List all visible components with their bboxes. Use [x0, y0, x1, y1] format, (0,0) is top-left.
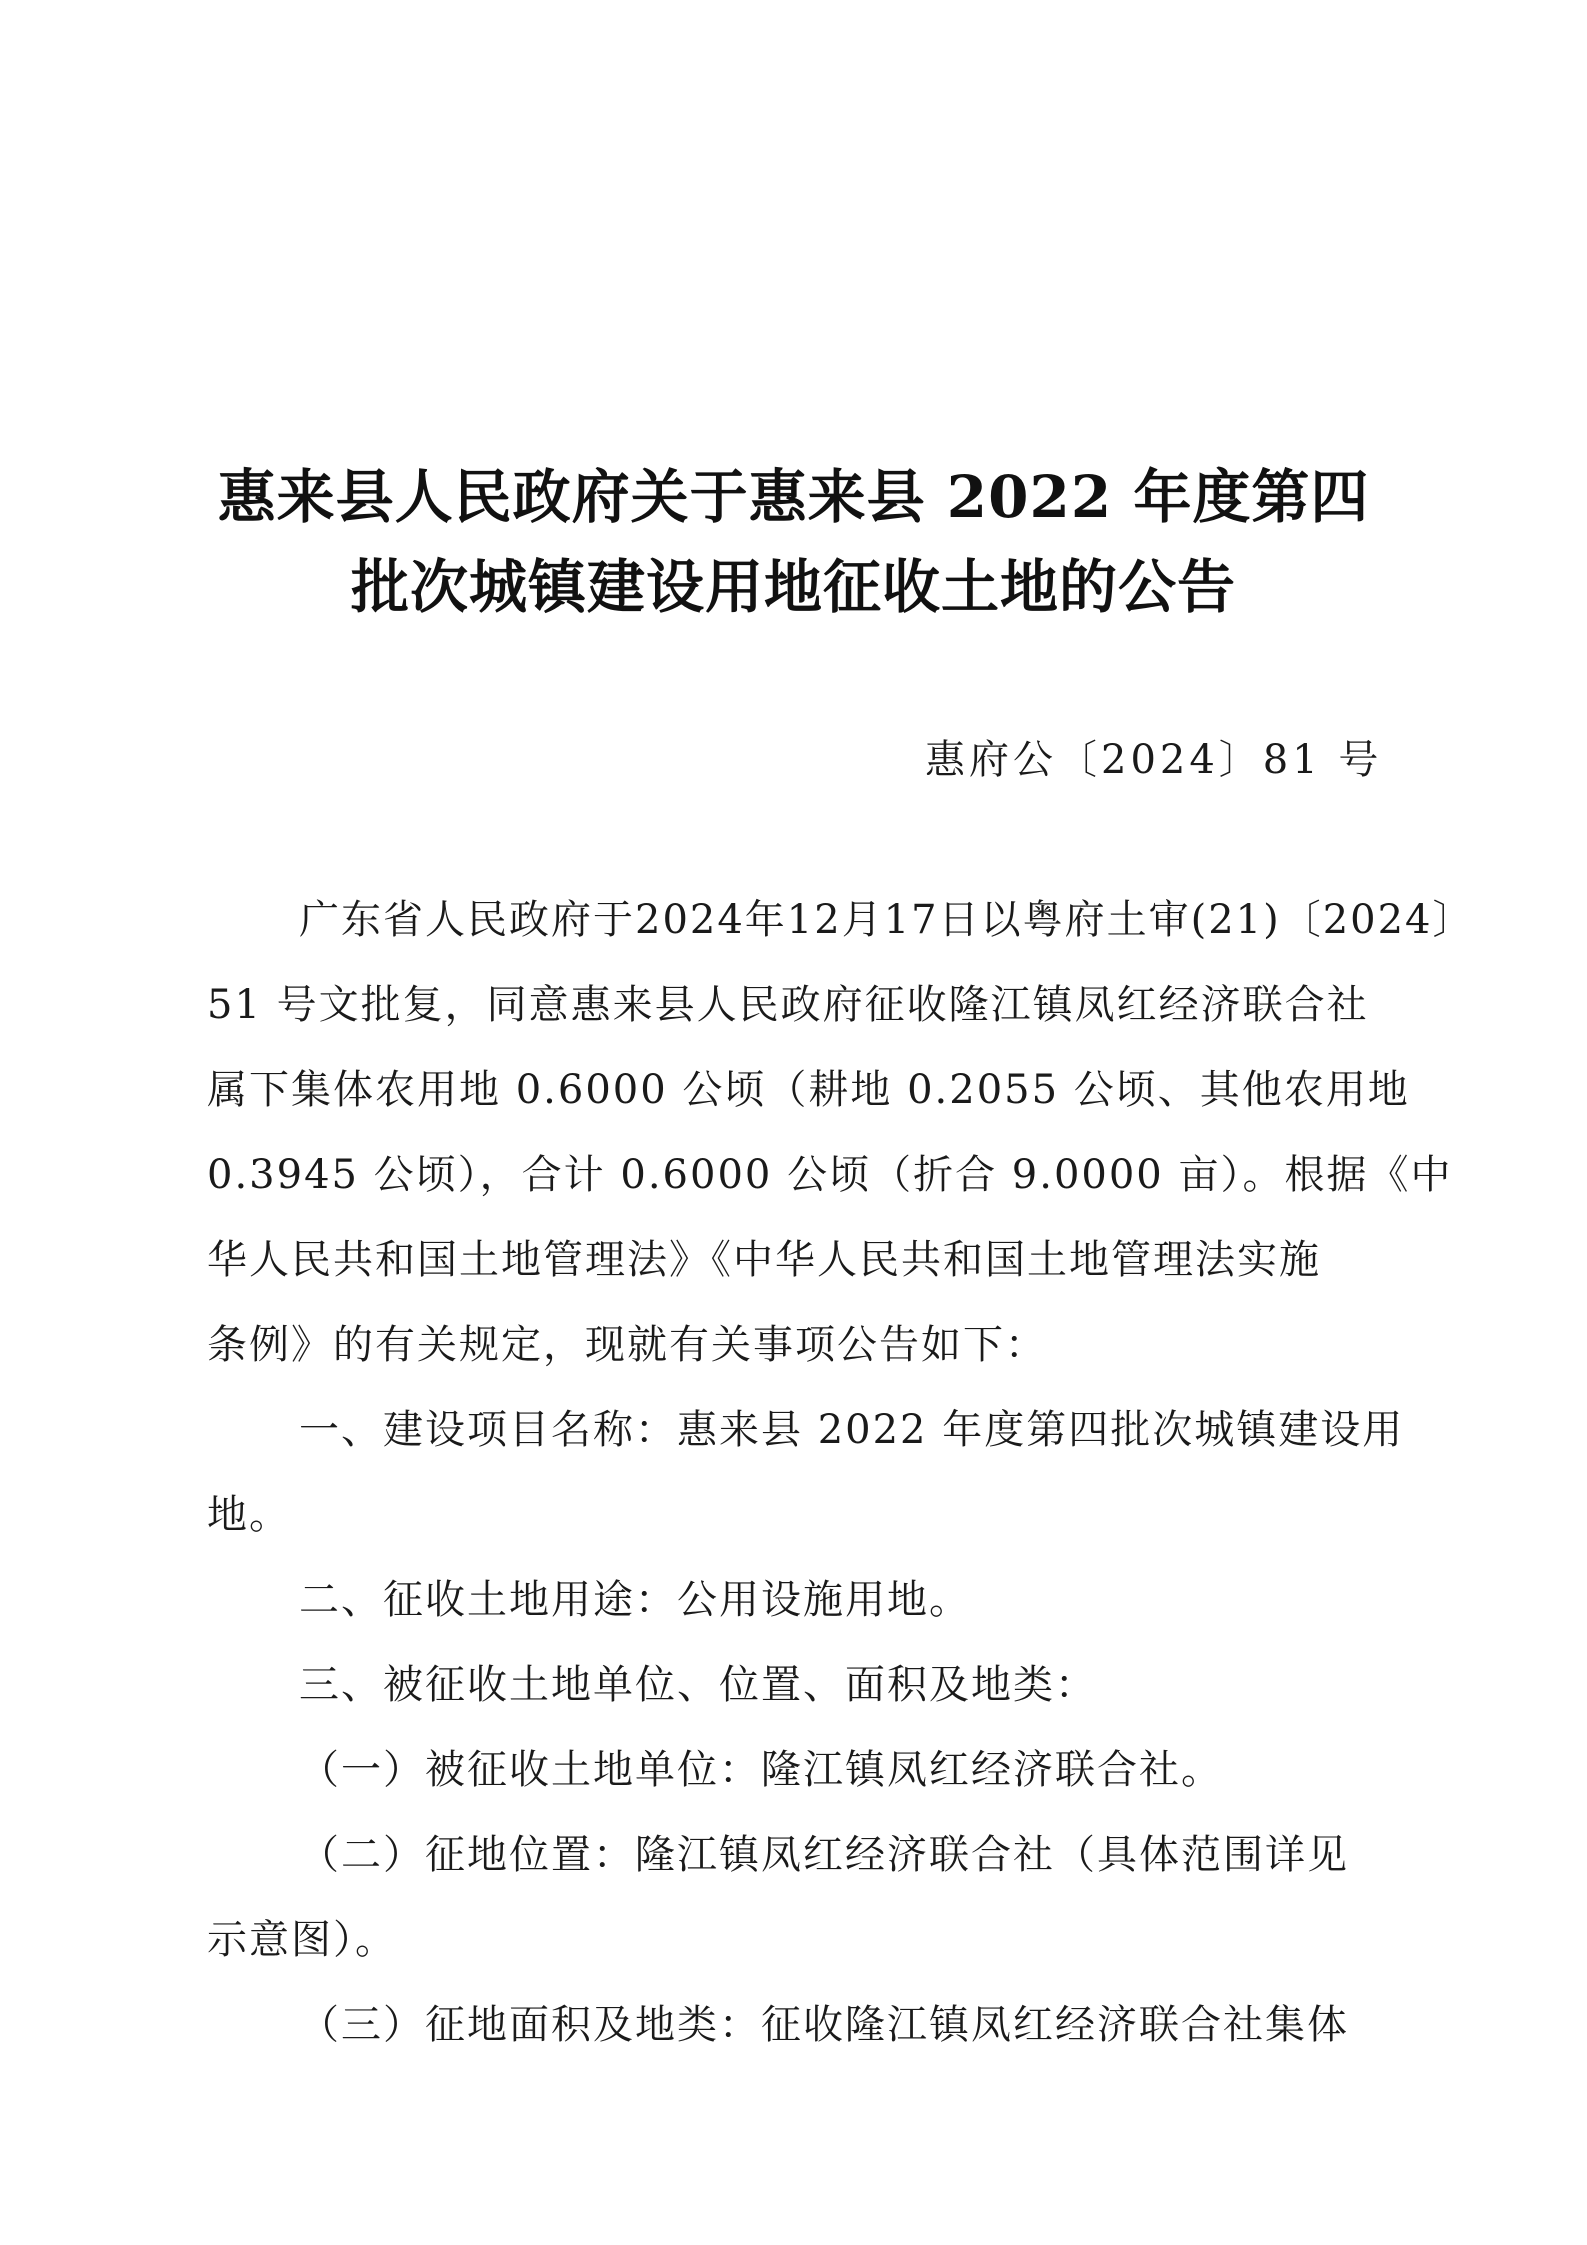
- paragraph-line: 广东省人民政府于2024年12月17日以粤府土审(21)〔2024〕: [299, 897, 1475, 943]
- paragraph-item-1: [207, 1388, 1405, 1558]
- paragraph-line: 0.3945 公顷），合计 0.6000 公顷（折合 9.0000 亩）。根据《中: [207, 1152, 1453, 1198]
- paragraph-line: 条例》的有关规定，现就有关事项公告如下：: [207, 1322, 1047, 1368]
- paragraph-intro: [207, 878, 1475, 1388]
- paragraph-line: 属下集体农用地 0.6000 公顷（耕地 0.2055 公顷、其他农用地: [207, 1067, 1410, 1113]
- title-line-2: 批次城镇建设用地征收土地的公告: [350, 553, 1236, 621]
- paragraph-line: （一）被征收土地单位：隆江镇凤红经济联合社。: [299, 1747, 1223, 1793]
- document-body: [207, 878, 1475, 2068]
- document-number: 惠府公〔2024〕81 号: [925, 737, 1383, 783]
- paragraph-line: （二）征地位置：隆江镇凤红经济联合社（具体范围详见: [299, 1832, 1349, 1878]
- document-title: [200, 452, 1387, 632]
- paragraph-line: 三、被征收土地单位、位置、面积及地类：: [299, 1662, 1097, 1708]
- paragraph-item-3-1: [207, 1728, 1379, 1813]
- paragraph-line: 二、征收土地用途：公用设施用地。: [299, 1577, 971, 1623]
- paragraph-line: 示意图）。: [207, 1917, 397, 1963]
- paragraph-line: 51 号文批复，同意惠来县人民政府征收隆江镇凤红经济联合社: [207, 982, 1369, 1028]
- paragraph-item-3-2: [207, 1813, 1379, 1983]
- paragraph-line: 华人民共和国土地管理法》《中华人民共和国土地管理法实施: [207, 1237, 1321, 1283]
- paragraph-line: 地。: [207, 1492, 291, 1538]
- paragraph-line: 一、建设项目名称：惠来县 2022 年度第四批次城镇建设用: [299, 1407, 1405, 1453]
- title-line-1: 惠来县人民政府关于惠来县 2022 年度第四: [217, 463, 1370, 531]
- paragraph-item-2: [207, 1558, 1379, 1643]
- paragraph-item-3-3: [207, 1983, 1379, 2068]
- paragraph-item-3: [207, 1643, 1379, 1728]
- paragraph-line: （三）征地面积及地类：征收隆江镇凤红经济联合社集体: [299, 2002, 1349, 2048]
